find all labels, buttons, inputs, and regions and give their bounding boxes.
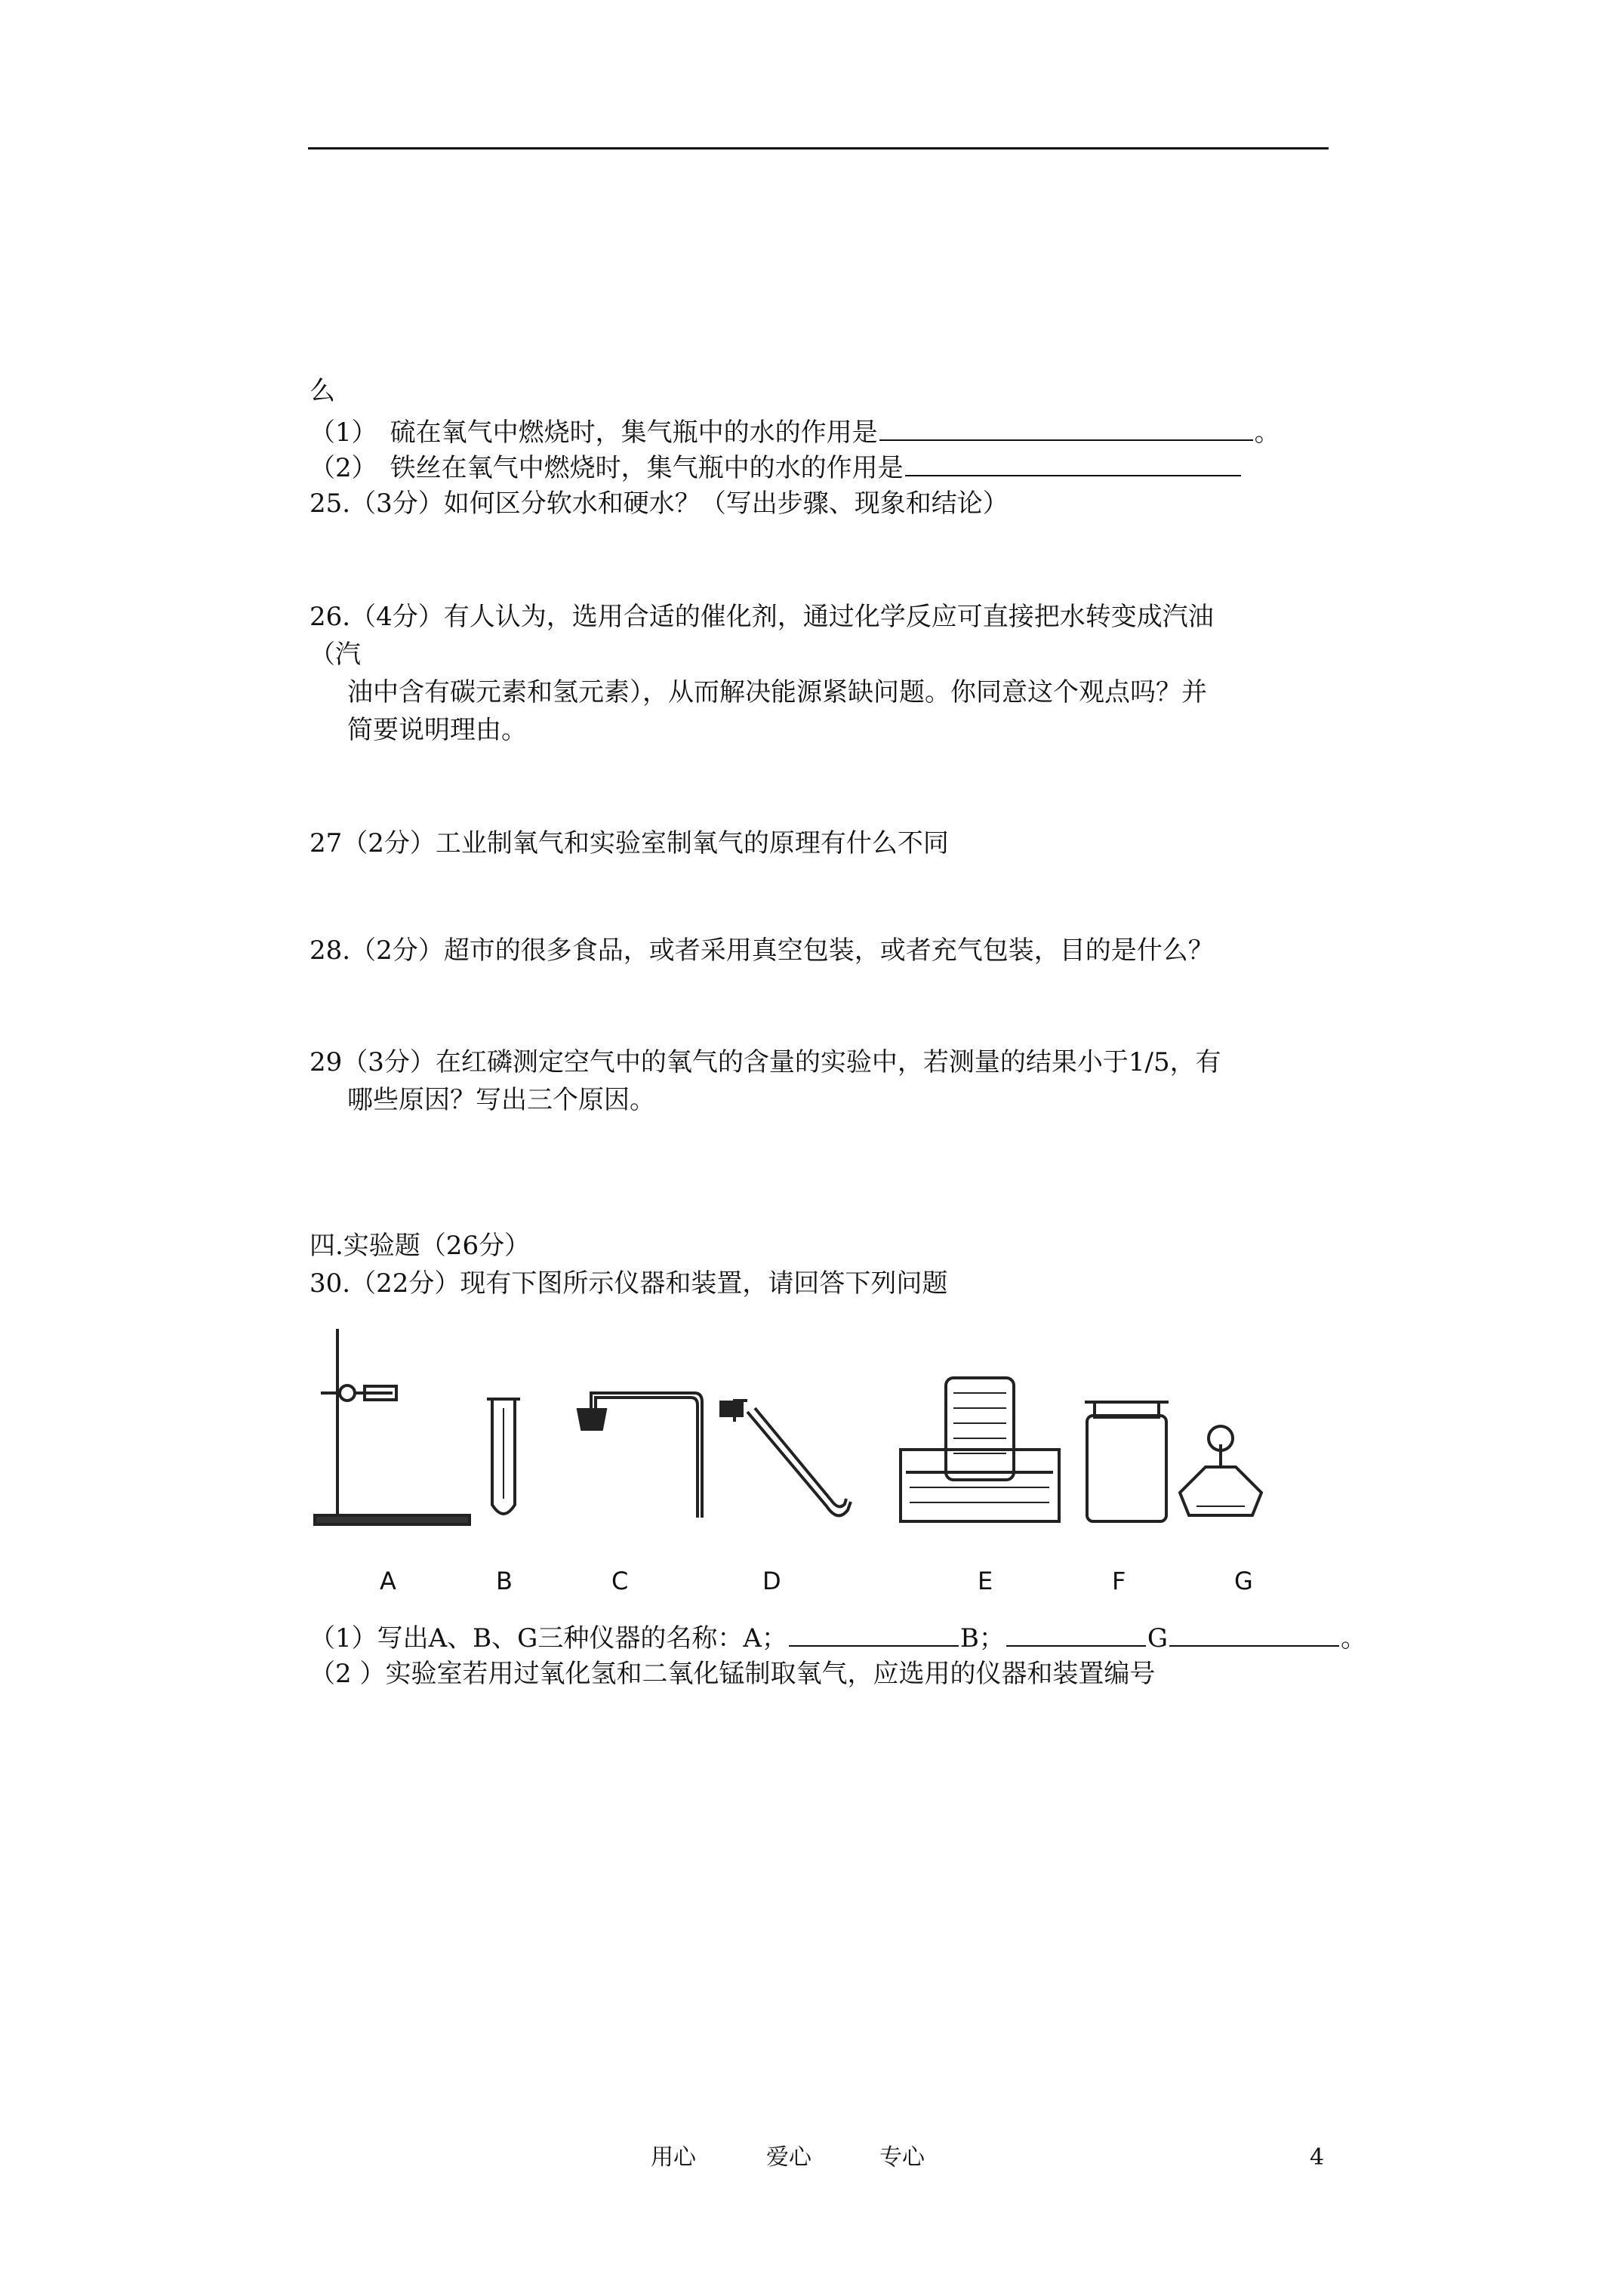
question-text: （1） 硫在氧气中燃烧时，集气瓶中的水的作用是 <box>310 418 878 448</box>
delivery-tube-illustration <box>721 1401 851 1515</box>
section-4-heading: 四.实验题（26分） <box>310 1231 531 1261</box>
answer-blank[interactable] <box>905 449 1241 476</box>
question-30-part-1 <box>310 1620 1366 1655</box>
question-30: 30.（22分）现有下图所示仪器和装置，请回答下列问题 <box>310 1268 948 1299</box>
answer-blank-b[interactable] <box>1006 1620 1146 1647</box>
answer-blank-g[interactable] <box>1169 1620 1339 1647</box>
question-26-line-4: 简要说明理由。 <box>347 715 527 745</box>
label-b: B； <box>959 1623 1005 1653</box>
gas-jar-illustration <box>1085 1402 1169 1521</box>
figure-label-c: C <box>611 1567 629 1595</box>
label-g: G <box>1147 1623 1169 1653</box>
answer-blank[interactable] <box>879 414 1253 441</box>
iron-stand-illustration <box>315 1329 470 1524</box>
question-26-line-2: （汽 <box>310 639 361 670</box>
question-27: 27（2分）工业制氧气和实验室制氧气的原理有什么不同 <box>310 828 949 858</box>
page-number: 4 <box>1310 2144 1325 2171</box>
punctuation: 。 <box>1341 1623 1367 1653</box>
question-text: （2） 铁丝在氧气中燃烧时，集气瓶中的水的作用是 <box>310 453 904 483</box>
figure-label-e: E <box>978 1567 993 1595</box>
question-24-part-1 <box>310 414 1280 449</box>
question-28: 28.（2分）超市的很多食品，或者采用真空包装，或者充气包装，目的是什么？ <box>310 935 1214 966</box>
punctuation: 。 <box>1254 418 1280 448</box>
bent-tube-illustration <box>578 1393 702 1518</box>
footer-motto-2: 爱心 <box>766 2144 812 2171</box>
question-30-part-2: （2 ）实验室若用过氧化氢和二氧化锰制取氧气，应选用的仪器和装置编号 <box>310 1659 1156 1689</box>
question-text: （1）写出A、B、G三种仪器的名称：A； <box>310 1623 787 1653</box>
test-tube-illustration <box>487 1399 520 1514</box>
figure-label-d: D <box>762 1567 781 1595</box>
text-line-continuation: 么 <box>310 376 335 406</box>
water-trough-illustration <box>901 1378 1059 1521</box>
question-26-line-3: 油中含有碳元素和氢元素），从而解决能源紧缺问题。你同意这个观点吗？并 <box>347 677 1207 707</box>
figure-label-f: F <box>1112 1567 1126 1595</box>
header-rule <box>308 147 1329 149</box>
question-29-line-2: 哪些原因？写出三个原因。 <box>347 1085 655 1115</box>
question-25: 25.（3分）如何区分软水和硬水？（写出步骤、现象和结论） <box>310 488 1009 519</box>
question-29-line-1: 29（3分）在红磷测定空气中的氧气的含量的实验中，若测量的结果小于1/5，有 <box>310 1047 1221 1077</box>
apparatus-drawing <box>306 1318 1423 1604</box>
question-26-line-1: 26.（4分）有人认为，选用合适的催化剂，通过化学反应可直接把水转变成汽油 <box>310 602 1214 632</box>
figure-label-a: A <box>380 1567 396 1595</box>
footer-motto-1: 用心 <box>651 2144 696 2171</box>
question-24-part-2 <box>310 449 1243 485</box>
footer-motto-3: 专心 <box>879 2144 925 2171</box>
figure-label-b: B <box>496 1567 513 1595</box>
alcohol-lamp-illustration <box>1180 1426 1261 1515</box>
figure-label-g: G <box>1234 1567 1253 1595</box>
apparatus-figure <box>306 1318 1423 1604</box>
answer-blank-a[interactable] <box>789 1620 959 1647</box>
